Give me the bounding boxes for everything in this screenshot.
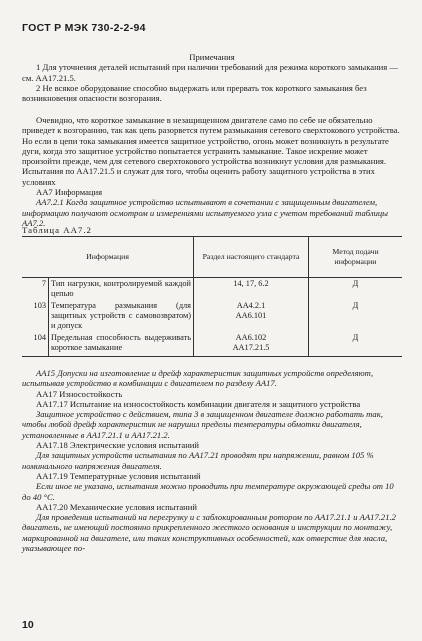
row-number: 104 <box>22 332 49 357</box>
notes-block <box>22 52 402 103</box>
standard-header: ГОСТ Р МЭК 730-2-2-94 <box>22 22 146 34</box>
para-aa17-20: Для проведения испытаний на перегрузку и с заблокированным ротором по АА17.21.1 и АА17.21.2 двигатель, не имеющий постоянно прикрепленного жесткого основания и инструкции по монтажу, маркированной на двигателе, или таких конструктивных особенностей, как отверстие для масла, указывающее по- <box>22 512 396 554</box>
row-method: Д <box>309 332 403 357</box>
para-aa15: АА15 Допуски на изготовление и дрейф характеристик защитных устройств определяют, испытывая устройство в комбинации с двигателем по разделу АА17. <box>22 368 374 389</box>
col-header-section: Раздел настоящего стандарта <box>194 237 309 278</box>
row-section: 14, 17, 6.2 <box>194 278 309 301</box>
table-row <box>22 278 402 301</box>
heading-aa17: АА17 Износостойкость <box>36 388 123 399</box>
row-method: Д <box>309 300 403 332</box>
note-item-2: 2 Не всякое оборудование способно выдержать или прервать ток короткого замыкания без возникновения опасности возгорания. <box>22 82 367 104</box>
para-aa17-17: Защитное устройство с действием, типа 3 в защищенном двигателе должно работать так, чтобы любой дрейф характеристик не нарушил пределы температуры обмотки двигателя, установленные в АА17.21.1 и АА17.21.2. <box>22 409 383 440</box>
para-aa17-19: Если иное не указано, испытания можно проводить при температуре окружающей среды от 10 до 40 °С. <box>22 481 394 502</box>
page-number: 10 <box>22 619 34 631</box>
info-table <box>22 236 402 357</box>
row-name: Температура размыкания (для защитных устройств с самовозвратом) и допуск <box>49 300 194 332</box>
table-header-row <box>22 237 402 278</box>
heading-aa17-18: АА17.18 Электрические условия испытаний <box>36 440 199 451</box>
row-number: 7 <box>41 279 46 288</box>
para-aa17-18: Для защитных устройств испытания по АА17.21 проводят при напряжении, равном 105 % номинального напряжения двигателя. <box>22 450 374 471</box>
body-bottom <box>22 368 402 553</box>
body-paragraph-aa7-2-1: АА7.2.1 Когда защитное устройство испытывают в сочетании с защищенным двигателем, информацию получают осмотром и измерениями испытуемого узла с учетом требований таблицы АА7.2. <box>22 197 389 228</box>
heading-aa17-19: АА17.19 Температурные условия испытаний <box>36 470 201 481</box>
col-header-info: Информация <box>22 237 194 278</box>
section-heading-aa7: АА7 Информация <box>36 187 103 198</box>
heading-aa17-20: АА17.20 Механические условия испытаний <box>36 501 197 512</box>
row-name: Предельная способность выдерживать короткое замыкание <box>49 332 194 357</box>
row-section: АА4.2.1 АА6.101 <box>194 300 309 332</box>
row-number: 103 <box>33 301 46 310</box>
heading-aa17-17: АА17.17 Испытание на износостойкость комбинации двигателя и защитного устройства <box>36 398 361 409</box>
table-row <box>22 332 402 357</box>
row-section: АА6.102 АА17.21.5 <box>194 332 309 357</box>
table-caption: Таблица АА7.2 <box>22 225 92 235</box>
row-method: Д <box>309 278 403 301</box>
note-item-1: 1 Для уточнения деталей испытаний при наличии требований для режима короткого замыкания — см. АА17.21.5. <box>22 62 398 83</box>
col-header-method: Метод подачи информации <box>309 237 403 278</box>
notes-title: Примечания <box>189 52 235 62</box>
body-paragraph: Очевидно, что короткое замыкание в незащищенном двигателе само по себе не обязательно приведет к возгоранию, так как цепь разорвется путем размыкания сетевого сверхтокового устройства. Но если в цепи тока замыкания имеется защитное устройство, огонь может возникнуть в результате дуги, когда это защитное устройство попытается устранить замыкание. Такое искрение может произойти прежде, чем для сетевого сверхтокового устройства возникнут условия для размыкания. Испытания по АА17.21.5 и служат для того, чтобы оценить работу защитного устройства в этих условиях <box>22 115 400 187</box>
table-row <box>22 300 402 332</box>
body-top <box>22 115 402 228</box>
row-name: Тип нагрузки, контролируемой каждой цепью <box>49 278 194 301</box>
